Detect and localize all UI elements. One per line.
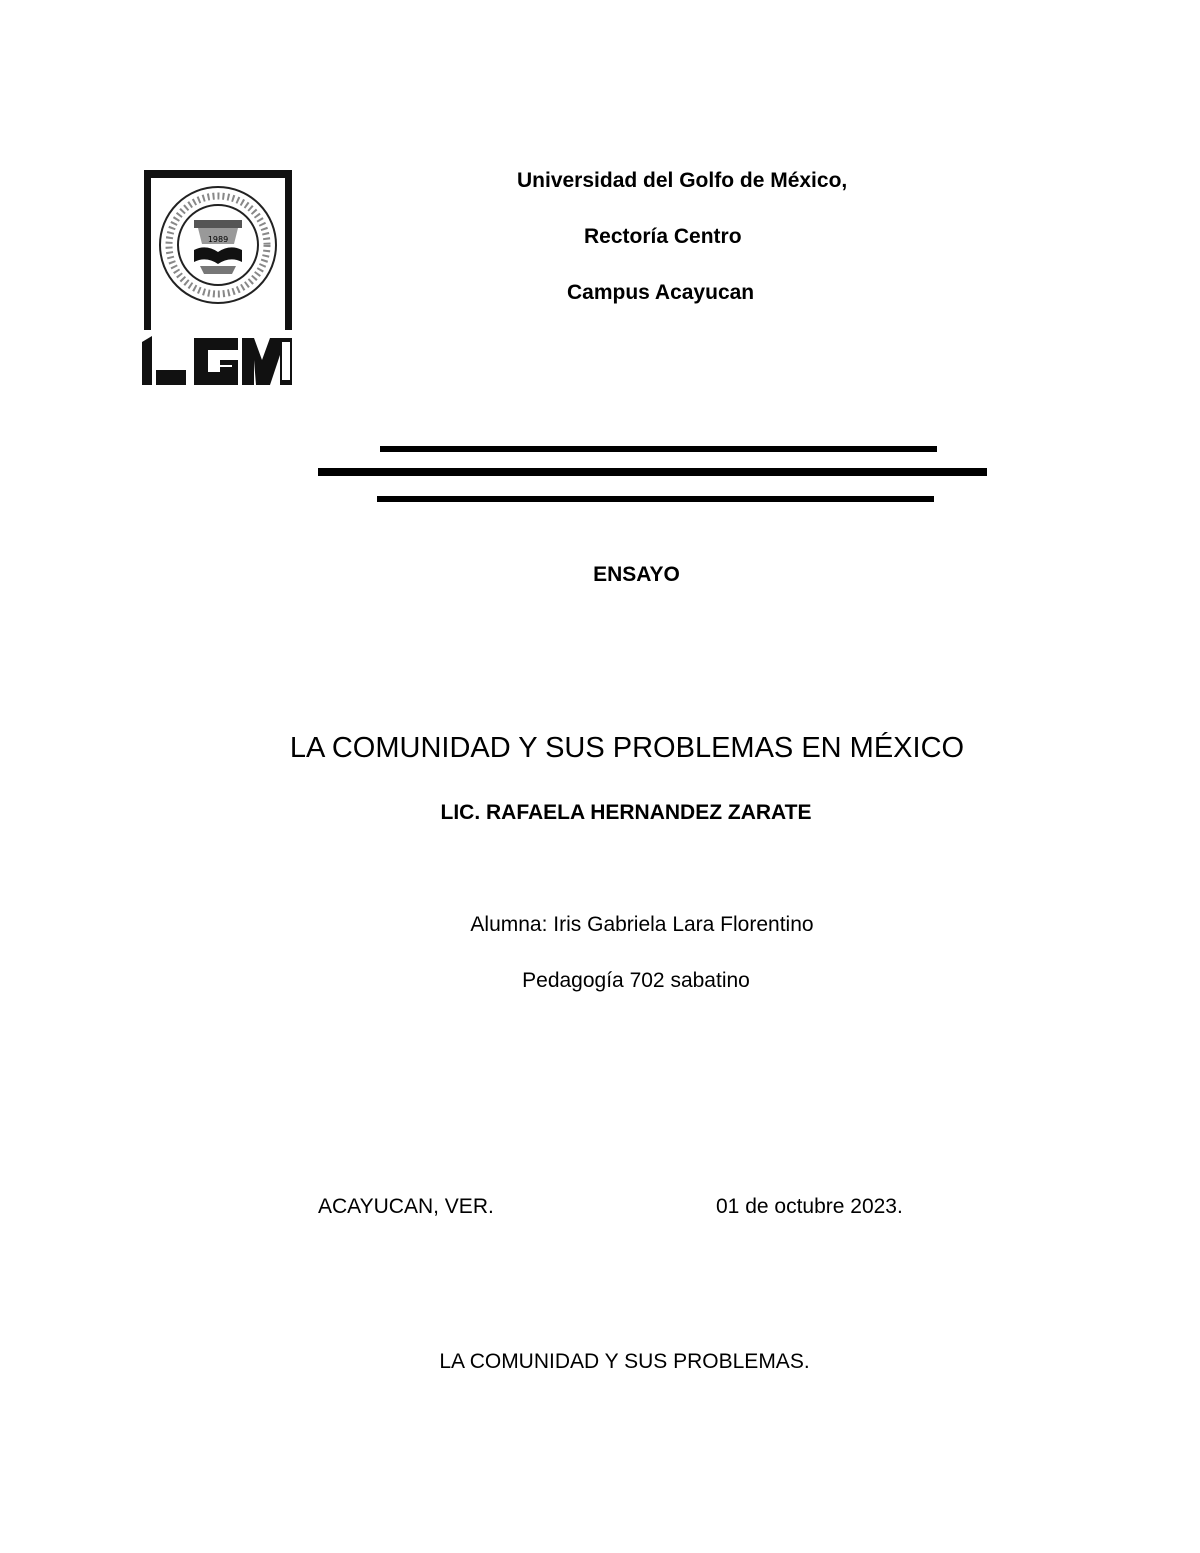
- document-type: ENSAYO: [593, 563, 680, 586]
- university-name: Universidad del Golfo de México,: [517, 169, 848, 192]
- date-text: 01 de octubre 2023.: [716, 1195, 903, 1218]
- university-logo: [142, 170, 294, 385]
- decorative-rule-top: [380, 446, 937, 452]
- decorative-rule-middle: [318, 468, 987, 476]
- section-heading: LA COMUNIDAD Y SUS PROBLEMAS.: [439, 1350, 810, 1373]
- place-text: ACAYUCAN, VER.: [318, 1195, 494, 1218]
- campus-name: Campus Acayucan: [567, 281, 755, 304]
- seal-year-text: 1989: [207, 235, 229, 244]
- document-title: LA COMUNIDAD Y SUS PROBLEMAS EN MÉXICO: [289, 732, 965, 764]
- teacher-name: LIC. RAFAELA HERNANDEZ ZARATE: [440, 801, 812, 824]
- course-name: Pedagogía 702 sabatino: [522, 969, 750, 992]
- student-name: Alumna: Iris Gabriela Lara Florentino: [470, 913, 814, 936]
- decorative-rule-bottom: [377, 496, 934, 502]
- rectory-name: Rectoría Centro: [584, 225, 742, 248]
